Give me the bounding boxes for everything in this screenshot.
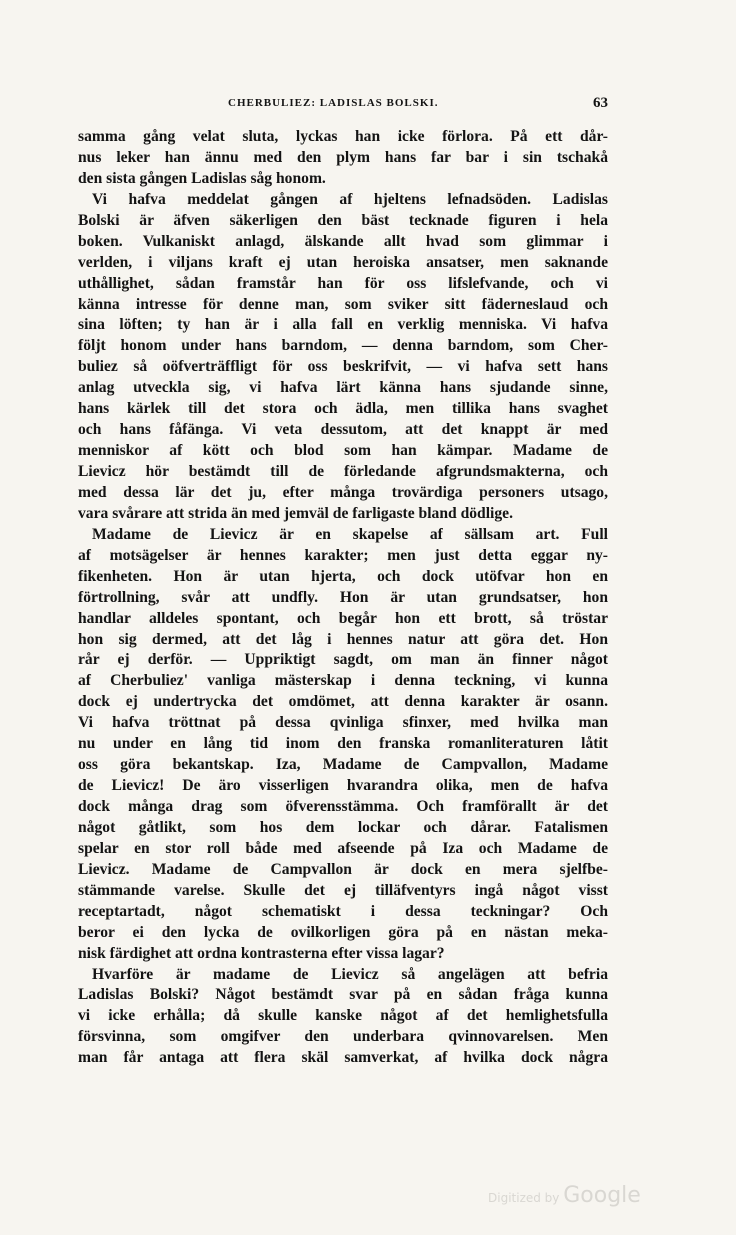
text-line: samma gång velat sluta, lyckas han icke förlora. På ett dår- — [78, 128, 608, 145]
watermark-prefix: Digitized by — [488, 1191, 560, 1205]
page-header — [78, 95, 608, 113]
text-line: af motsägelser är hennes karakter; men just detta eggar ny- — [78, 546, 608, 564]
text-line: de Lievicz! De äro visserligen hvarandra olika, men de hafva — [78, 777, 608, 795]
text-line: menniskor af kött och blod som han kämpar. Madame de — [78, 442, 608, 460]
text-line: oss göra bekantskap. Iza, Madame de Campvallon, Madame — [78, 756, 608, 774]
text-line: Lievicz hör bestämdt till de förledande afgrundsmakterna, och — [78, 463, 608, 480]
text-line: Ladislas Bolski? Något bestämdt svar på en sådan fråga kunna — [78, 986, 608, 1004]
text-line: spelar en stor roll både med afseende på Iza och Madame de — [78, 839, 608, 857]
text-line: med dessa lär det ju, efter många trovärdiga personers utsago, — [78, 483, 608, 501]
text-line: buliez så oöfverträffligt för oss beskrifvit, — vi hafva sett hans — [78, 358, 608, 376]
text-line: handlar alldeles spontant, och begår hon ett brott, så tröstar — [78, 609, 608, 627]
text-line: Madame de Lievicz är en skapelse af sällsam art. Full — [92, 525, 608, 543]
text-line: af Cherbuliez' vanliga mästerskap i denna teckning, vi kunna — [78, 672, 608, 690]
text-line: Vi hafva meddelat gången af hjeltens lefnadsöden. Ladislas — [92, 190, 608, 208]
text-line: sina löften; ty han är i alla fall en verklig menniska. Vi hafva — [78, 316, 608, 334]
text-line: nus leker han ännu med den plym hans far bar i sin tschakå — [78, 148, 608, 166]
text-line: uthållighet, sådan framstår han för oss lifslefvande, och vi — [78, 274, 608, 292]
text-line: den sista gången Ladislas såg honom. — [78, 169, 326, 187]
text-line: nu under en lång tid inom den franska romanliteraturen låtit — [78, 735, 608, 753]
text-line: fikenheten. Hon är utan hjerta, och dock utöfvar hon en — [78, 567, 608, 585]
text-line: nisk färdighet att ordna kontrasterna efter vissa lagar? — [78, 944, 445, 962]
text-line: Hvarföre är madame de Lievicz så angelägen att befria — [92, 965, 608, 983]
text-line: hans kärlek till det stora och ädla, men tillika hans svaghet — [78, 400, 608, 418]
text-line: hon sig dermed, att det låg i hennes natur att göra det. Hon — [78, 630, 608, 648]
text-line: och hans fåfänga. Vi veta dessutom, att det knappt är med — [78, 421, 608, 439]
running-title: CHERBULIEZ: LADISLAS BOLSKI. — [228, 97, 439, 109]
text-line: rår ej derför. — Uppriktigt sagdt, om man än finner något — [78, 651, 608, 669]
text-line: känna intresse för denne man, som sviker sitt fäderneslaud och — [78, 295, 608, 313]
text-line: anlag utveckla sig, vi hafva lärt känna hans sjudande sinne, — [78, 379, 608, 397]
text-line: man får antaga att flera skäl samverkat, af hvilka dock några — [78, 1049, 608, 1067]
text-line: Vi hafva tröttnat på dessa qvinliga sfinxer, med hvilka man — [78, 714, 608, 732]
text-line: dock ej undertrycka det omdömet, att denna karakter är osann. — [78, 693, 608, 711]
text-line: stämmande varelse. Skulle det ej tilläfventyrs ingå något visst — [78, 881, 608, 899]
text-line: vi icke erhålla; då skulle kanske något af det hemlighetsfulla — [78, 1007, 608, 1025]
text-line: vara svårare att strida än med jemväl de farligaste bland dödlige. — [78, 504, 514, 522]
digitized-watermark — [488, 1183, 641, 1208]
watermark-brand: Google — [563, 1183, 641, 1208]
text-line: försvinna, som omgifver den underbara qvinnovarelsen. Men — [78, 1028, 608, 1046]
text-line: dock många drag som öfverensstämma. Och framförallt är det — [78, 798, 608, 815]
text-line: förtrollning, svår att undfly. Hon är utan grundsatser, hon — [78, 588, 608, 606]
text-line: följt honom under hans barndom, — denna barndom, som Cher- — [78, 337, 608, 355]
text-line: receptartadt, något schematiskt i dessa teckningar? Och — [78, 902, 608, 920]
text-line: Lievicz. Madame de Campvallon är dock en mera sjelfbe- — [78, 860, 608, 878]
text-line: Bolski är äfven säkerligen den bäst tecknade figuren i hela — [78, 211, 608, 229]
text-line: verlden, i viljans kraft ej utan heroiska ansatser, men saknande — [78, 253, 608, 271]
body-text — [78, 127, 608, 1069]
text-line: boken. Vulkaniskt anlagd, älskande allt hvad som glimmar i — [78, 232, 608, 250]
text-line: beror ei den lycka de ovilkorligen göra på en nästan meka- — [78, 923, 608, 941]
page-number: 63 — [593, 95, 608, 111]
text-line: något gåtlikt, som hos dem lockar och dårar. Fatalismen — [78, 818, 608, 836]
